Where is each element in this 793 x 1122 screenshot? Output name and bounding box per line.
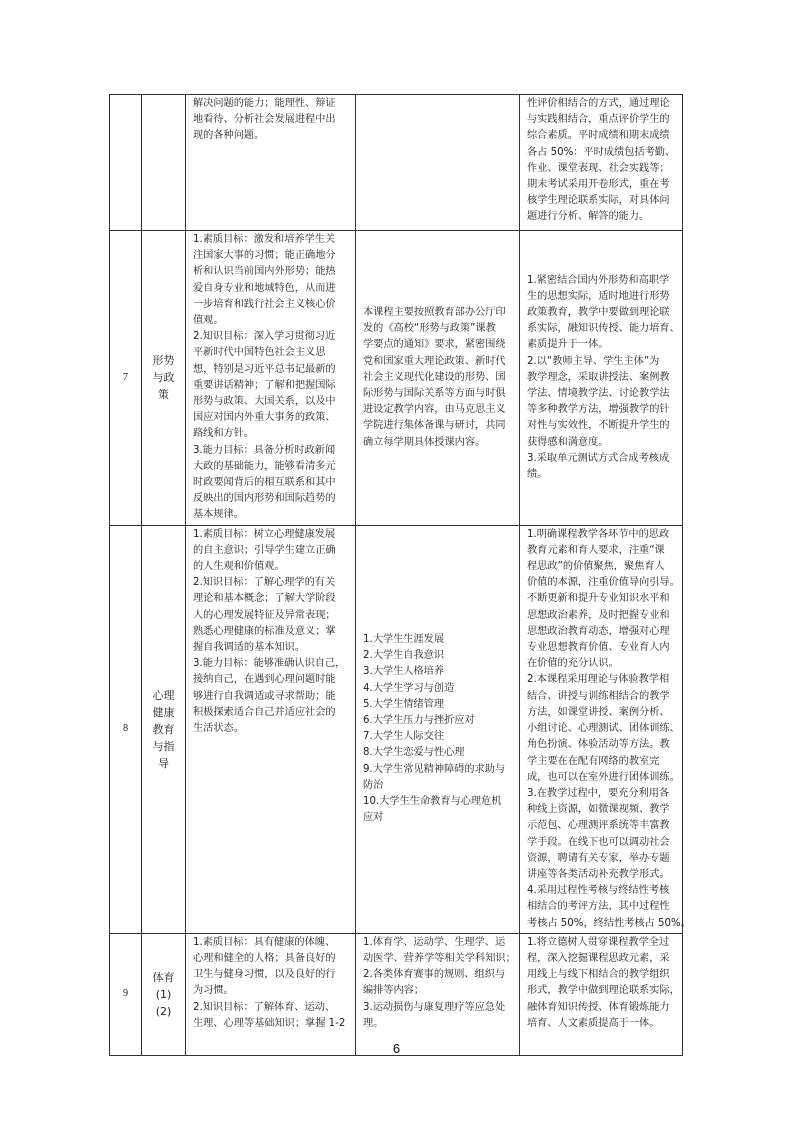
text-line: 应对 — [363, 812, 384, 824]
text-line: 熟悉心理健康的标准及意义；掌 — [193, 625, 336, 637]
text-line: 9.大学生常见精神障碍的求助与 — [363, 763, 506, 775]
text-line: 注国家大事的习惯；能正确地分 — [193, 250, 336, 262]
text-line: 与实践相结合，重点评价学生的 — [527, 114, 670, 126]
text-line: 动医学、营养学等相关学科知识； — [363, 952, 516, 964]
text-line: 系实际，融知识传授、能力培育、 — [527, 323, 680, 335]
text-line: 方法，如课堂讲授、案例分析、 — [527, 706, 670, 718]
text-line: 编排等内容； — [363, 985, 425, 997]
text-line: 5.大学生情绪管理 — [363, 698, 445, 710]
text-line: 绩。 — [527, 468, 548, 480]
course-goals-cell — [186, 933, 356, 1055]
text-line: 1.体育学、运动学、生理学、运 — [363, 936, 506, 948]
text-line: 的自主意识；引导学生建立正确 — [193, 544, 336, 556]
text-line: 1.大学生生涯发展 — [363, 633, 445, 645]
text-line: 3.采取单元测试方式合成考核成 — [527, 452, 670, 464]
text-line: 重要讲话精神；了解和把握国际 — [193, 379, 336, 391]
text-line: 进设定教学内容，由马克思主义 — [363, 404, 506, 416]
text-line: 2.大学生自我意识 — [363, 650, 445, 662]
text-line: 发的《高校“形势与政策”课教 — [363, 323, 496, 335]
text-line: 值观。 — [193, 315, 224, 327]
text-line: 3.大学生人格培养 — [363, 666, 445, 678]
text-line: 1.紧密结合国内外形势和高职学 — [527, 274, 670, 286]
curriculum-table-body — [110, 95, 691, 1056]
text-line: 生的思想实际，适时地进行形势 — [527, 290, 670, 302]
text-line: 1.明确课程教学各环节中的思政 — [527, 528, 670, 540]
text-line: 学院进行集体备课与研讨，共同 — [363, 420, 506, 432]
page-number: 6 — [392, 1041, 401, 1056]
text-line: 作业、课堂表现、社会实践等； — [527, 162, 670, 174]
text-line: 融体育知识传授、体育锻炼能力 — [527, 1001, 670, 1013]
table-row — [110, 231, 683, 526]
course-content-cell — [356, 231, 520, 526]
text-line: 思想政治教育动态，增强对心理 — [527, 625, 670, 637]
course-number: 8 — [110, 525, 142, 933]
course-goals-cell — [186, 231, 356, 526]
text-line: 2.知识目标：了解体育、运动、 — [193, 1001, 336, 1013]
text-line: 2.知识目标：深入学习贯彻习近 — [193, 331, 336, 343]
course-number: 7 — [110, 231, 142, 526]
text-line: 平新时代中国特色社会主义思 — [193, 347, 326, 359]
text-line: 价值的本源，注重价值导向引导。 — [527, 577, 680, 589]
course-name-text: 形势与政策 — [152, 354, 175, 402]
text-line: 生活状态。 — [193, 723, 244, 735]
text-line: 1.素质目标：树立心理健康发展 — [193, 528, 336, 540]
text-line: 反映出的国内形势和国际趋势的 — [193, 493, 336, 505]
text-line: 2.知识目标：了解心理学的有关 — [193, 577, 336, 589]
text-line: 7.大学生人际交往 — [363, 731, 445, 743]
course-name — [142, 95, 186, 231]
text-line: 4.大学生学习与创造 — [363, 682, 455, 694]
text-line: 形式，教学中做到理论联系实际， — [527, 985, 680, 997]
text-line: 形势与政策、大国关系，以及中 — [193, 396, 336, 408]
text-line: 本课程主要按照教育部办公厅印 — [363, 306, 506, 318]
text-line: 想，特别是习近平总书记最新的 — [193, 363, 336, 375]
text-line: 地看待、分析社会发展进程中出 — [193, 114, 336, 126]
text-line: 2.各类体育赛事的规则、组织与 — [363, 969, 506, 981]
text-line: 3.能力目标：具备分析时政新闻 — [193, 444, 336, 456]
text-line: 性评价相结合的方式，通过理论 — [527, 98, 670, 109]
table-row — [110, 525, 683, 933]
text-line: 讲座等各类活动补充教学形式。 — [527, 868, 670, 880]
course-name-text: 体育(1)(2) — [152, 970, 175, 1018]
text-line: 学主要在在配有网络的教室完 — [527, 755, 660, 767]
course-name — [142, 933, 186, 1055]
text-line: 理。 — [363, 1017, 384, 1029]
text-line: 1.素质目标：具有健康的体魄、 — [193, 936, 336, 948]
course-name — [142, 525, 186, 933]
text-line: 对性与实效性，不断提升学生的 — [527, 420, 670, 432]
text-line: 各占 50%：平时成绩包括考勤、 — [527, 146, 676, 158]
course-content-cell — [356, 933, 520, 1055]
text-line: 一步培育和践行社会主义核心价 — [193, 298, 336, 310]
text-line: 素质提升于一体。 — [527, 339, 609, 351]
course-number — [110, 95, 142, 231]
table-row — [110, 95, 683, 231]
text-line: 程，深入挖掘课程思政元素，采 — [527, 952, 670, 964]
text-line: 成，也可以在室外进行团体训练。 — [527, 771, 680, 783]
text-line: 确立每学期具体授课内容。 — [363, 436, 486, 448]
text-line: 人的心理发展特征及异常表现； — [193, 609, 336, 621]
text-line: 程思政”的价值聚焦，聚焦育人 — [527, 561, 665, 573]
course-content-cell — [356, 95, 520, 231]
text-line: 种线上资源，如微课视频、教学 — [527, 804, 670, 816]
teaching-methods-cell — [520, 933, 683, 1055]
text-line: 解决问题的能力；能理性、辩证 — [193, 98, 336, 109]
text-line: 生理、心理等基础知识；掌握 1-2 — [193, 1017, 346, 1029]
text-line: 教学理念，采取讲授法、案例教 — [527, 371, 670, 383]
teaching-methods-cell — [520, 525, 691, 933]
text-line: 4.采用过程性考核与终结性考核 — [527, 885, 670, 897]
text-line: 8.大学生恋爱与性心理 — [363, 747, 465, 759]
text-line: 1.将立德树人贯穿课程教学全过 — [527, 936, 670, 948]
text-line: 学要点的通知》要求，紧密围绕 — [363, 339, 506, 351]
text-line: 结合、讲授与训练相结合的教学 — [527, 690, 670, 702]
text-line: 相结合的考评方法，其中过程性 — [527, 901, 670, 913]
text-line: 专业思想教育价值、专业育人内 — [527, 642, 670, 654]
text-line: 期末考试采用开卷形式，重在考 — [527, 179, 670, 191]
text-line: 够进行自我调适或寻求帮助；能 — [193, 690, 336, 702]
text-line: 学法、情境教学法、讨论教学法 — [527, 387, 670, 399]
text-line: 大政的基础能力，能够看清多元 — [193, 460, 336, 472]
text-line: 心理和健全的人格；具备良好的 — [193, 952, 336, 964]
text-line: 角色扮演、体验活动等方法。教 — [527, 739, 670, 751]
text-line: 国应对国内外重大事务的政策、 — [193, 412, 336, 424]
text-line: 6.大学生压力与挫折应对 — [363, 714, 475, 726]
teaching-methods-cell — [520, 95, 683, 231]
text-line: 3.运动损伤与康复理疗等应急处 — [363, 1001, 506, 1013]
text-line: 积极探索适合自己并适应社会的 — [193, 706, 336, 718]
text-line: 基本规律。 — [193, 509, 244, 521]
text-line: 示范包、心理测评系统等丰富教 — [527, 820, 670, 832]
text-line: 小组讨论、心理测试、团体训练、 — [527, 723, 680, 735]
text-line: 1.素质目标：激发和培养学生关 — [193, 234, 336, 245]
text-line: 思想政治素养，及时把握专业和 — [527, 609, 670, 621]
text-line: 爱自身专业和地域特色，从而进 — [193, 282, 336, 294]
course-content-cell — [356, 525, 520, 933]
text-line: 综合素质。平时成绩和期末成绩 — [527, 130, 670, 142]
text-line: 10.大学生生命教育与心理危机 — [363, 796, 502, 807]
table-row — [110, 933, 683, 1055]
teaching-methods-cell — [520, 231, 683, 526]
course-number: 9 — [110, 933, 142, 1055]
text-line: 不断更新和提升专业知识水平和 — [527, 593, 670, 605]
text-line: 在价值的充分认识。 — [527, 658, 619, 670]
curriculum-table — [109, 94, 691, 1056]
text-line: 为习惯。 — [193, 985, 234, 997]
course-name-text: 心理健康教育与指导 — [152, 688, 175, 770]
text-line: 时政要闻背后的相互联系和其中 — [193, 477, 336, 489]
text-line: 获得感和满意度。 — [527, 436, 609, 448]
text-line: 防治 — [363, 779, 384, 791]
course-goals-cell — [186, 95, 356, 231]
text-line: 题进行分析、解答的能力。 — [527, 211, 650, 223]
text-line: 际形势与国际关系等方面与时俱 — [363, 387, 506, 399]
course-name — [142, 231, 186, 526]
text-line: 现的各种问题。 — [193, 130, 265, 142]
text-line: 核学生理论联系实际，对具体问 — [527, 195, 670, 207]
text-line: 理论和基本概念；了解大学阶段 — [193, 593, 336, 605]
text-line: 等多种教学方法，增强教学的针 — [527, 404, 670, 416]
course-goals-cell — [186, 525, 356, 933]
text-line: 培育、人文素质提高于一体。 — [527, 1017, 660, 1029]
text-line: 党和国家重大理论政策、新时代 — [363, 355, 506, 367]
text-line: 析和认识当前国内外形势；能热 — [193, 266, 336, 278]
text-line: 2.本课程采用理论与体验教学相 — [527, 674, 670, 686]
text-line: 路线和方针。 — [193, 428, 255, 440]
text-line: 资源，聘请有关专家，举办专题 — [527, 852, 670, 864]
text-line: 3.在教学过程中，要充分利用各 — [527, 787, 670, 799]
text-line: 卫生与健身习惯，以及良好的行 — [193, 969, 336, 981]
text-line: 握自我调适的基本知识。 — [193, 642, 306, 654]
text-line: 社会主义现代化建设的形势、国 — [363, 371, 506, 383]
text-line: 教育元素和育人要求，注重“课 — [527, 544, 665, 556]
text-line: 的人生观和价值观。 — [193, 561, 285, 573]
text-line: 3.能力目标：能够准确认识自己， — [193, 658, 346, 670]
text-line: 用线上与线下相结合的教学组织 — [527, 969, 670, 981]
text-line: 2.以“教师主导、学生主体”为 — [527, 355, 660, 367]
text-line: 接纳自己，在遇到心理问题时能 — [193, 674, 336, 686]
text-line: 考核占 50%，终结性考核占 50%。 — [527, 917, 691, 929]
text-line: 政策教育，教学中要做到理论联 — [527, 306, 670, 318]
text-line: 学手段。在线下也可以调动社会 — [527, 836, 670, 848]
